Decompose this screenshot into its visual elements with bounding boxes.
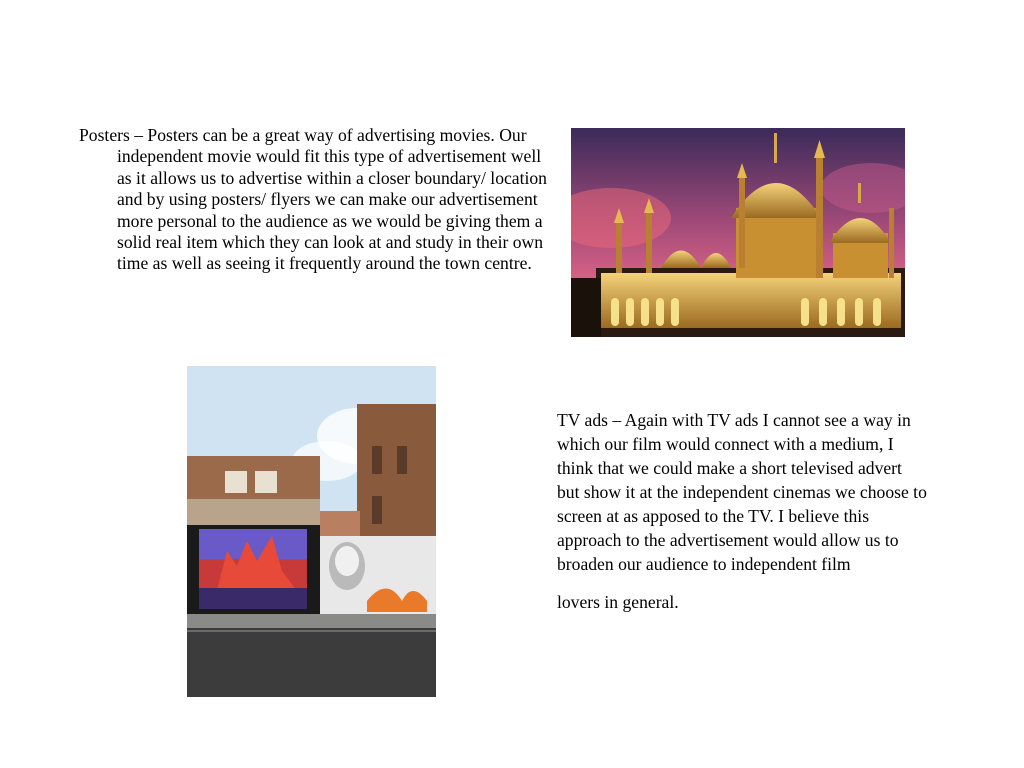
posters-paragraph: Posters – Posters can be a great way of advertising movies. Our independent movie would fit this type of advertisement well as it allows us to advertise within a closer boundary/ location and by using posters/ flyers we can make our advertisement more personal to the audience as we would be giving them a solid real item which they can look at and study in their own time as well as seeing it frequently around the town centre. <box>79 125 547 274</box>
palace-photo <box>571 128 905 337</box>
tv-ads-text: TV ads – Again with TV ads I cannot see a way in which our film would connect with a medium, I think that we could make a short televised advert but show it at the independent cinemas we choose to screen at as apposed to the TV. I believe this approach to the advertisement would allow us to broaden our audience to independent film <box>557 410 927 574</box>
tv-ads-paragraph <box>557 408 927 614</box>
tv-ads-continuation: lovers in general. <box>557 592 679 612</box>
street-photo <box>187 366 436 697</box>
